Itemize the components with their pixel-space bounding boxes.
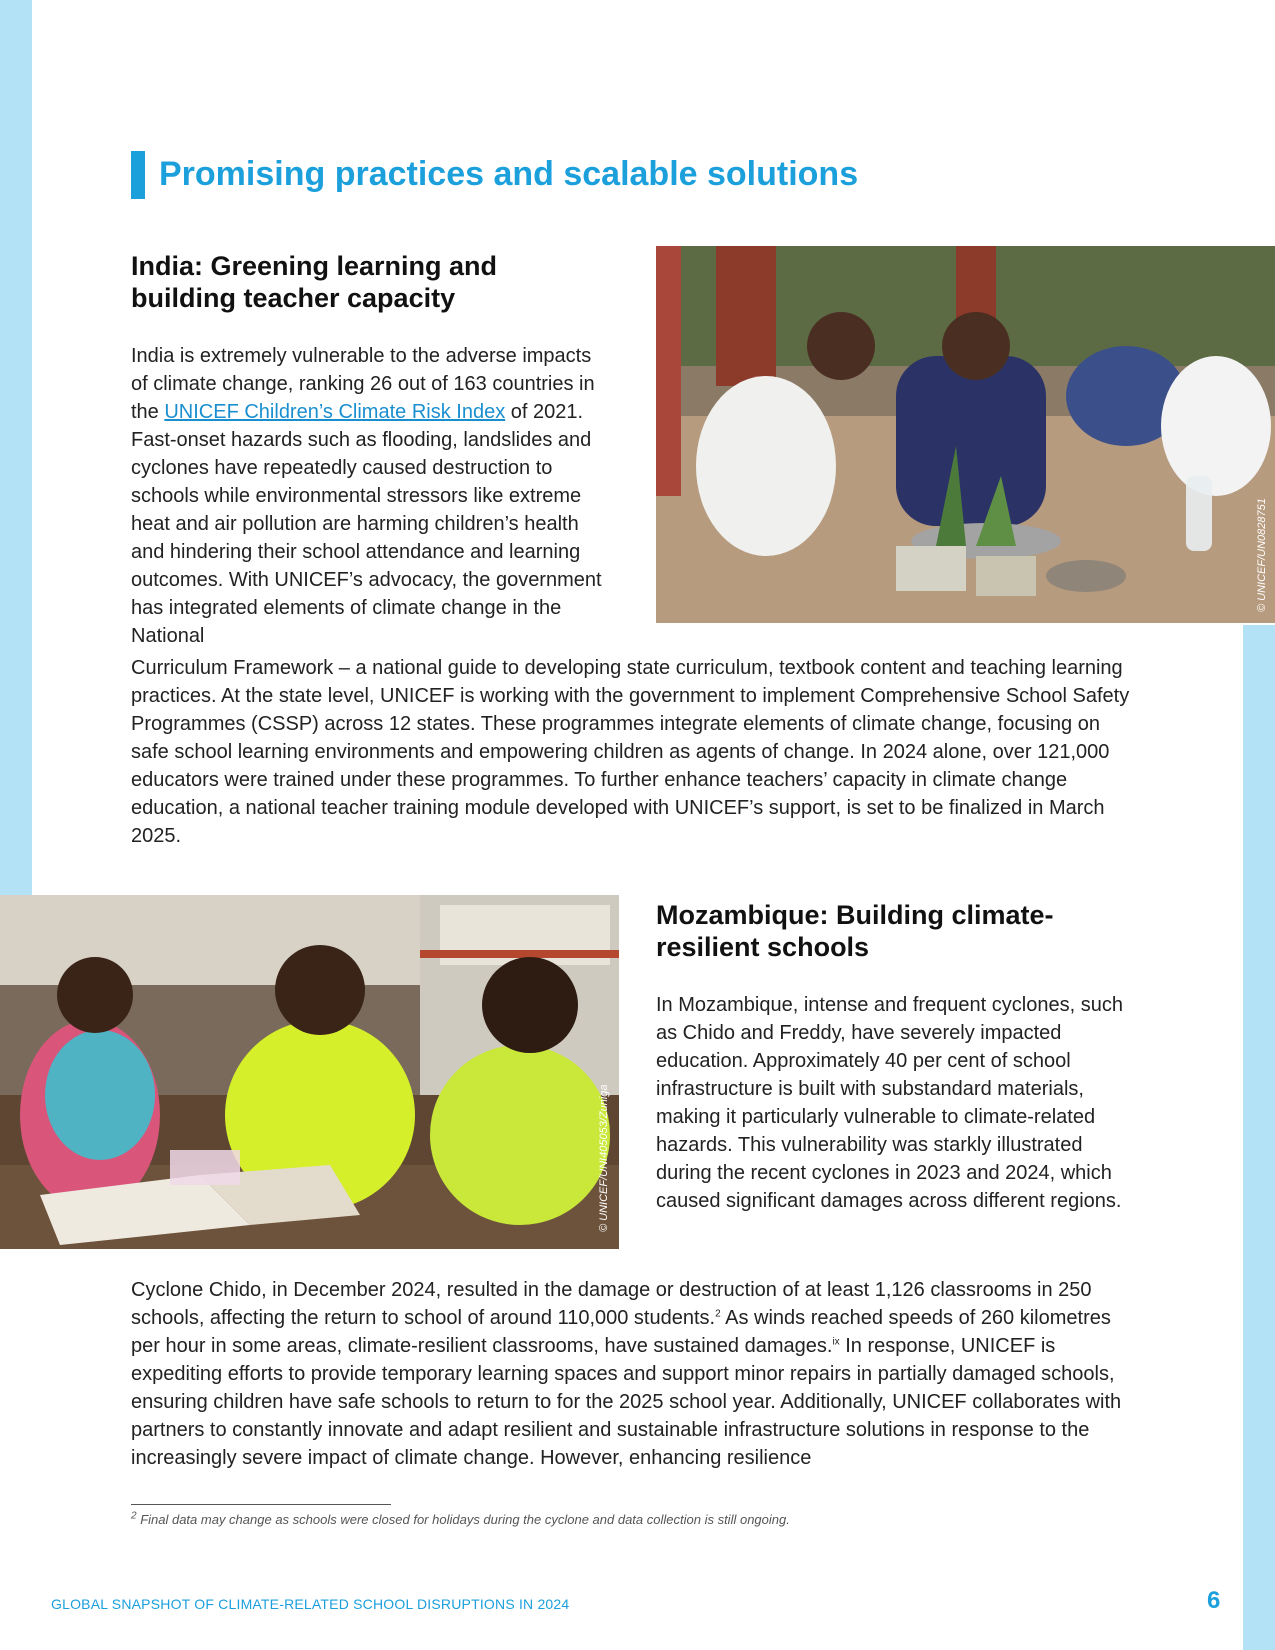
mozambique-paragraph-2-start: Cyclone Chido, in December 2024, resulted in the damage or destruction of at least 1,126 classrooms in 250 schools, affecting the return to school of around 110,000 students. bbox=[131, 1279, 1092, 1329]
page-title: Promising practices and scalable solutions bbox=[159, 155, 859, 193]
footnote-divider bbox=[131, 1504, 391, 1505]
india-photo-credit: © UNICEF/UN0828751 bbox=[1256, 498, 1268, 612]
india-paragraph bbox=[131, 342, 611, 650]
india-photo bbox=[656, 246, 1275, 623]
right-accent-stripe bbox=[1243, 625, 1275, 1650]
climate-risk-index-link[interactable]: UNICEF Children’s Climate Risk Index bbox=[164, 401, 506, 423]
footnote bbox=[131, 1512, 790, 1527]
mozambique-photo bbox=[0, 895, 619, 1249]
india-paragraph-continued: Curriculum Framework – a national guide to developing state curriculum, textbook content and teaching learning practices. At the state level, UNICEF is working with the government to implement Comprehensive School Safety Programmes (CSSP) across 12 states. These programmes integrate elements of climate change, focusing on safe school learning environments and empowering children as agents of change. In 2024 alone, over 121,000 educators were trained under these programmes. To further enhance teachers’ capacity in climate change education, a national teacher training module developed with UNICEF’s support, is set to be finalized in March 2025. bbox=[131, 657, 1130, 847]
footnote-number: 2 bbox=[131, 1510, 137, 1522]
india-paragraph-intro: India is extremely vulnerable to the adverse impacts of climate change, ranking 26 out of 163 countries in the bbox=[131, 345, 595, 423]
india-section-title: India: Greening learning and building teacher capacity bbox=[131, 251, 498, 313]
footnote-reference[interactable]: 2 bbox=[715, 1308, 721, 1320]
endnote-reference[interactable]: ix bbox=[832, 1336, 840, 1348]
footer-document-title: GLOBAL SNAPSHOT OF CLIMATE-RELATED SCHOOL DISRUPTIONS IN 2024 bbox=[51, 1596, 570, 1612]
left-accent-stripe bbox=[0, 0, 32, 895]
mozambique-paragraph-1: In Mozambique, intense and frequent cyclones, such as Chido and Freddy, have severely impacted education. Approximately 40 per cent of school infrastructure is built with substandard materials, making it particularly vulnerable to climate-related hazards. This vulnerability was starkly illustrated during the recent cyclones in 2023 and 2024, which caused significant damages across different regions. bbox=[656, 994, 1123, 1212]
mozambique-photo-illustration bbox=[0, 895, 619, 1249]
footnote-text: Final data may change as schools were closed for holidays during the cyclone and data collection is still ongoing. bbox=[140, 1512, 790, 1527]
mozambique-photo-credit: © UNICEF/UNI405053/Zuniga bbox=[598, 1084, 610, 1232]
india-paragraph-body: of 2021. Fast-onset hazards such as flooding, landslides and cyclones have repeatedly caused destruction to schools while environmental stressors like extreme heat and air pollution are harming children’s health and hindering their school attendance and learning outcomes. With UNICEF’s advocacy, the government has integrated elements of climate change in the National bbox=[131, 401, 602, 647]
heading-accent-bar bbox=[131, 151, 145, 199]
mozambique-paragraph-2 bbox=[131, 1276, 1143, 1472]
india-photo-illustration bbox=[656, 246, 1275, 623]
mozambique-section-title: Mozambique: Building climate-resilient schools bbox=[656, 900, 1054, 962]
page-number: 6 bbox=[1207, 1587, 1221, 1614]
mozambique-paragraph-2-end: In response, UNICEF is expediting efforts to provide temporary learning spaces and support minor repairs in partially damaged schools, ensuring children have safe schools to return to for the 2025 school year. Additionally, UNICEF collaborates with partners to constantly innovate and adapt resilient and sustainable infrastructure solutions in response to the increasingly severe impact of climate change. However, enhancing resilience bbox=[131, 1335, 1122, 1469]
mozambique-paragraph-2-middle: As winds reached speeds of 260 kilometres per hour in some areas, climate-resilient classrooms, have sustained damages. bbox=[131, 1307, 1111, 1357]
